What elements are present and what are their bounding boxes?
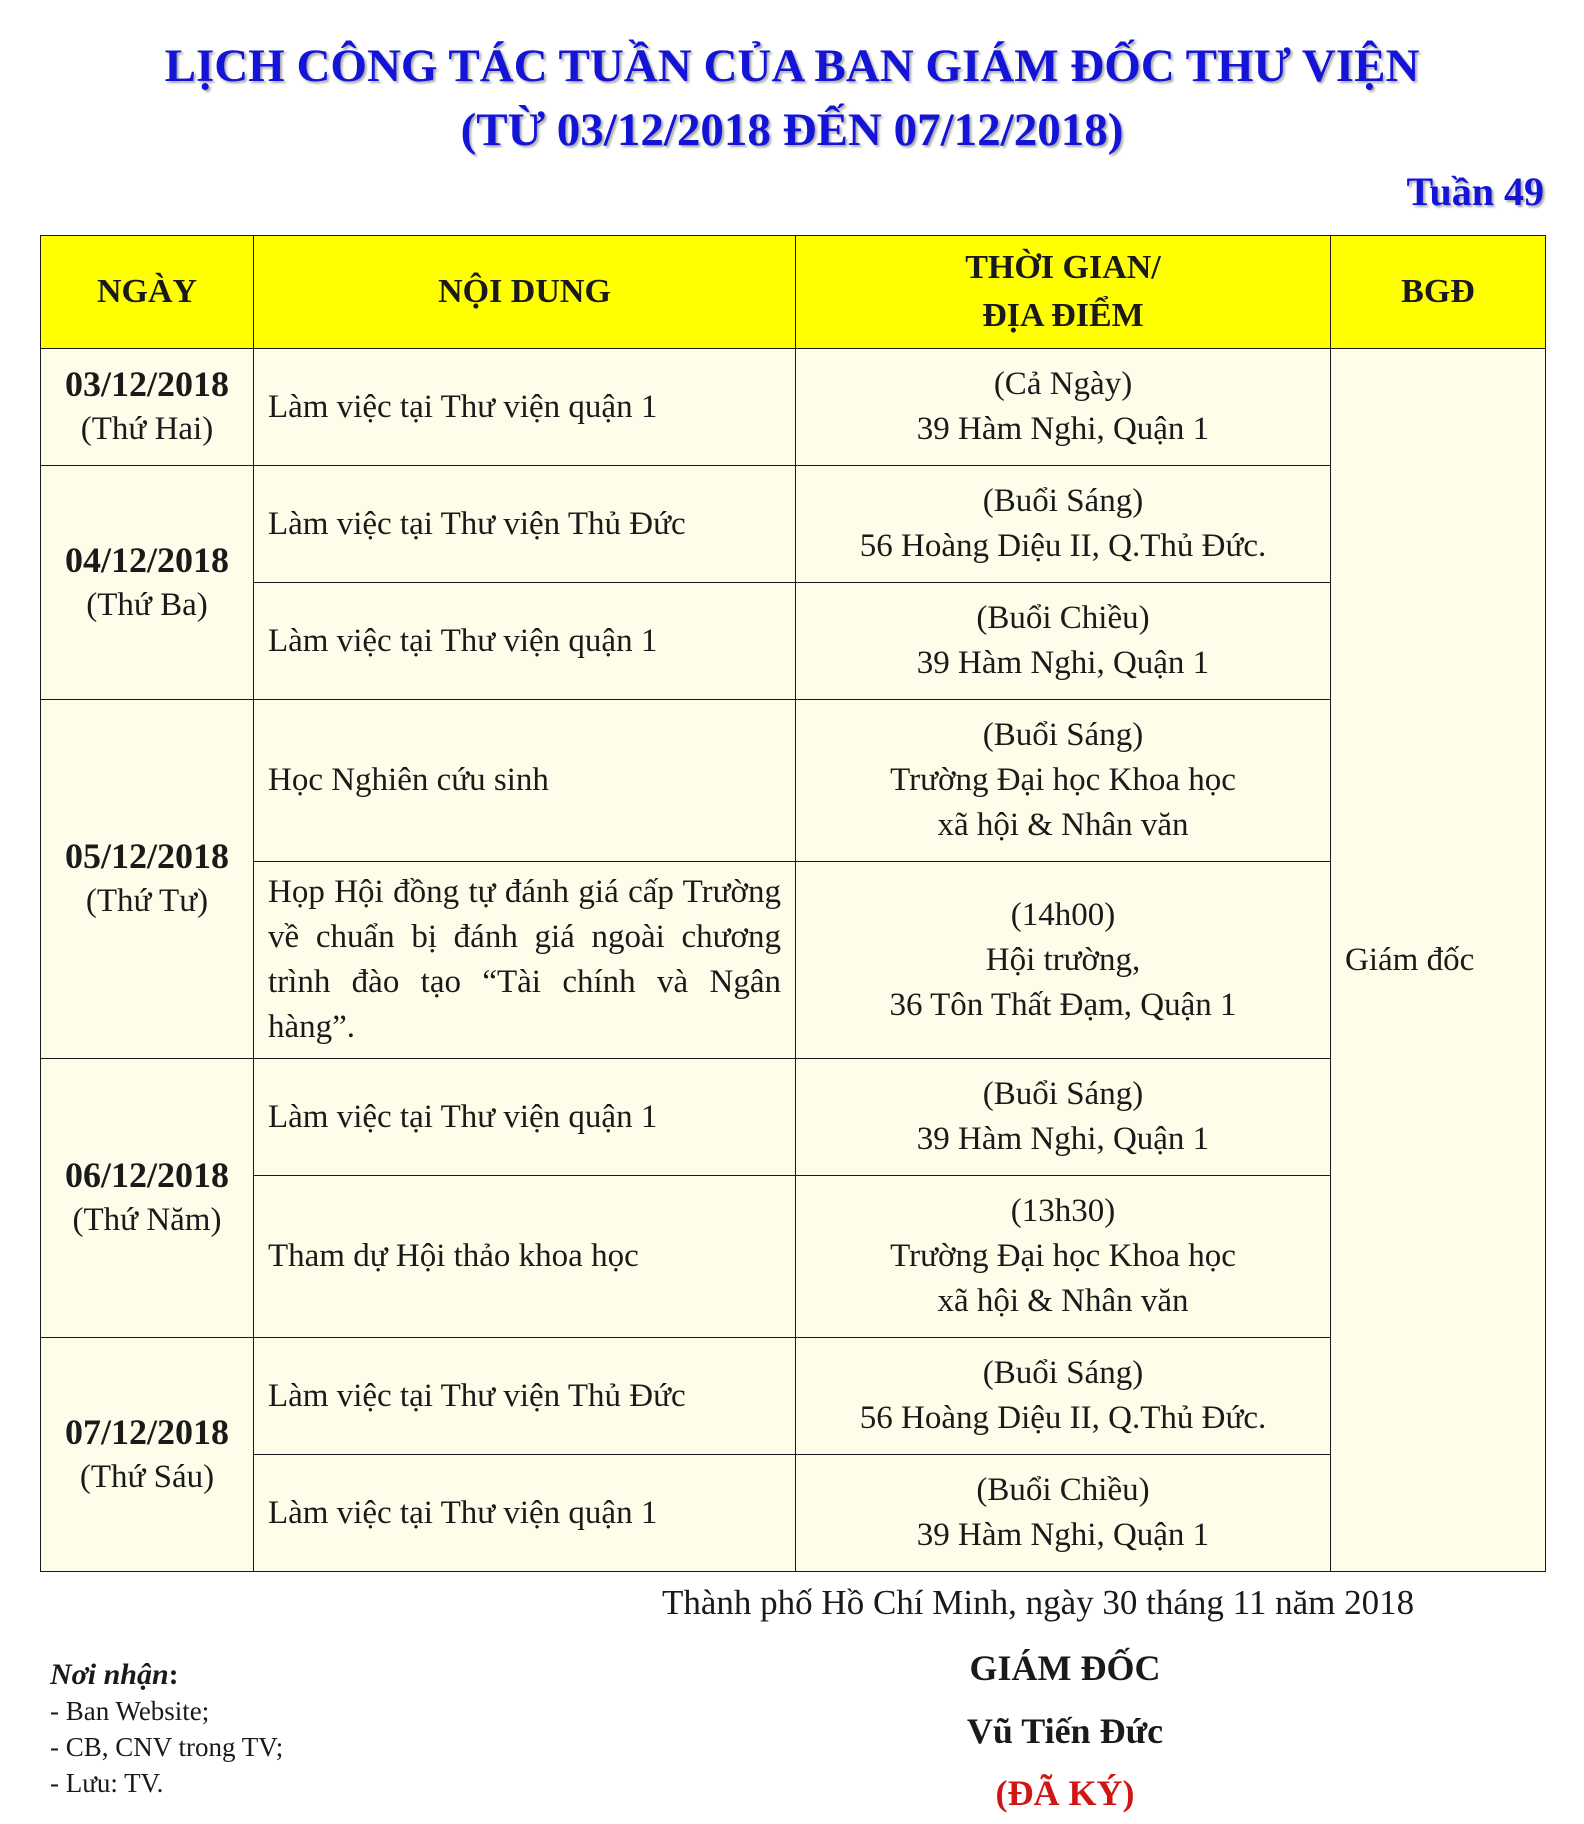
table-row [41,466,1546,583]
recipient-item: - Lưu: TV. [50,1768,164,1798]
date-cell [41,1338,254,1572]
table-row [41,700,1546,862]
header-date: NGÀY [41,236,254,349]
place-line: Trường Đại học Khoa học [890,762,1236,798]
header-time-place [796,236,1331,349]
time-place-cell [796,466,1331,583]
date-value: 03/12/2018 [64,364,229,404]
document-title [0,34,1584,162]
weekday: (Thứ Tư) [85,883,209,919]
time-value: (Buổi Sáng) [982,1076,1144,1112]
recipients-title: Nơi nhận [50,1658,169,1691]
place-line: 39 Hàm Nghi, Quận 1 [916,1517,1210,1553]
table-row [41,1455,1546,1572]
recipients-heading [50,1657,283,1693]
content-cell: Họp Hội đồng tự đánh giá cấp Trường về chuẩn bị đánh giá ngoài chương trình đào tạo “Tài chính và Ngân hàng”. [254,862,796,1059]
content-cell: Học Nghiên cứu sinh [254,700,796,862]
time-place-cell [796,862,1331,1059]
content-cell: Tham dự Hội thảo khoa học [254,1176,796,1338]
signed-stamp: (ĐÃ KÝ) [995,1773,1135,1813]
date-value: 07/12/2018 [64,1411,229,1452]
place-line: Trường Đại học Khoa học [890,1238,1236,1274]
date-cell [41,466,254,700]
table-header-row [41,236,1546,349]
bgd-cell: Giám đốc [1331,349,1546,1572]
time-place-cell [796,1455,1331,1572]
recipient-item: - CB, CNV trong TV; [50,1732,284,1762]
table-row [41,349,1546,466]
place-line: 56 Hoàng Diệu II, Q.Thủ Đức. [859,528,1267,564]
place-line: xã hội & Nhân văn [937,1283,1189,1319]
time-place-cell [796,1338,1331,1455]
table-row [41,1338,1546,1455]
table-row [41,583,1546,700]
date-cell [41,1059,254,1338]
place-line: 39 Hàm Nghi, Quận 1 [916,645,1210,681]
title-line-2: (TỪ 03/12/2018 ĐẾN 07/12/2018) [460,104,1124,156]
content-cell: Làm việc tại Thư viện quận 1 [254,349,796,466]
weekday: (Thứ Sáu) [79,1458,215,1495]
time-place-cell [796,1059,1331,1176]
weekday: (Thứ Ba) [86,586,208,623]
header-time-line2: ĐỊA ĐIỂM [982,297,1144,334]
place-line: xã hội & Nhân văn [937,807,1189,843]
content-cell: Làm việc tại Thư viện Thủ Đức [254,1338,796,1455]
content-cell: Làm việc tại Thư viện quận 1 [254,583,796,700]
recipient-item: - Ban Website; [50,1696,210,1726]
date-cell [41,349,254,466]
city-date-line: Thành phố Hồ Chí Minh, ngày 30 tháng 11 năm 2018 [662,1583,1415,1622]
place-line: 39 Hàm Nghi, Quận 1 [916,411,1210,447]
time-value: (Cả Ngày) [993,366,1133,402]
recipients-colon: : [168,1658,179,1691]
date-value: 04/12/2018 [64,539,229,580]
time-value: (Buổi Sáng) [982,483,1144,519]
content-cell: Làm việc tại Thư viện quận 1 [254,1455,796,1572]
content-cell: Làm việc tại Thư viện quận 1 [254,1059,796,1176]
place-line: Hội trường, [985,941,1141,978]
time-place-cell [796,349,1331,466]
content-cell: Làm việc tại Thư viện Thủ Đức [254,466,796,583]
time-value: (14h00) [1010,896,1116,933]
signer-position: GIÁM ĐỐC [969,1648,1161,1688]
table-row [41,1059,1546,1176]
title-line-1: LỊCH CÔNG TÁC TUẦN CỦA BAN GIÁM ĐỐC THƯ VIỆN [164,40,1420,92]
time-value: (13h30) [1010,1193,1116,1229]
time-value: (Buổi Sáng) [982,717,1144,753]
place-line: 39 Hàm Nghi, Quận 1 [916,1121,1210,1157]
time-place-cell [796,1176,1331,1338]
date-cell [41,700,254,1059]
week-label: Tuần 49 [1406,169,1544,214]
time-value: (Buổi Sáng) [982,1355,1144,1391]
header-time-line1: THỜI GIAN/ [965,249,1161,286]
schedule-table [40,235,1546,1572]
weekday: (Thứ Hai) [80,411,214,447]
place-line: 56 Hoàng Diệu II, Q.Thủ Đức. [859,1400,1267,1436]
signer-name: Vũ Tiến Đức [966,1711,1164,1751]
time-value: (Buổi Chiều) [976,1472,1150,1508]
date-value: 06/12/2018 [64,1155,229,1195]
table-row [41,862,1546,1059]
header-content: NỘI DUNG [254,236,796,349]
weekday: (Thứ Năm) [72,1202,222,1238]
time-value: (Buổi Chiều) [976,600,1150,636]
time-place-cell [796,583,1331,700]
place-line: 36 Tôn Thất Đạm, Quận 1 [889,986,1237,1023]
time-place-cell [796,700,1331,862]
header-bgd: BGĐ [1331,236,1546,349]
recipients-block [50,1657,283,1801]
table-row [41,1176,1546,1338]
date-value: 05/12/2018 [64,836,229,876]
